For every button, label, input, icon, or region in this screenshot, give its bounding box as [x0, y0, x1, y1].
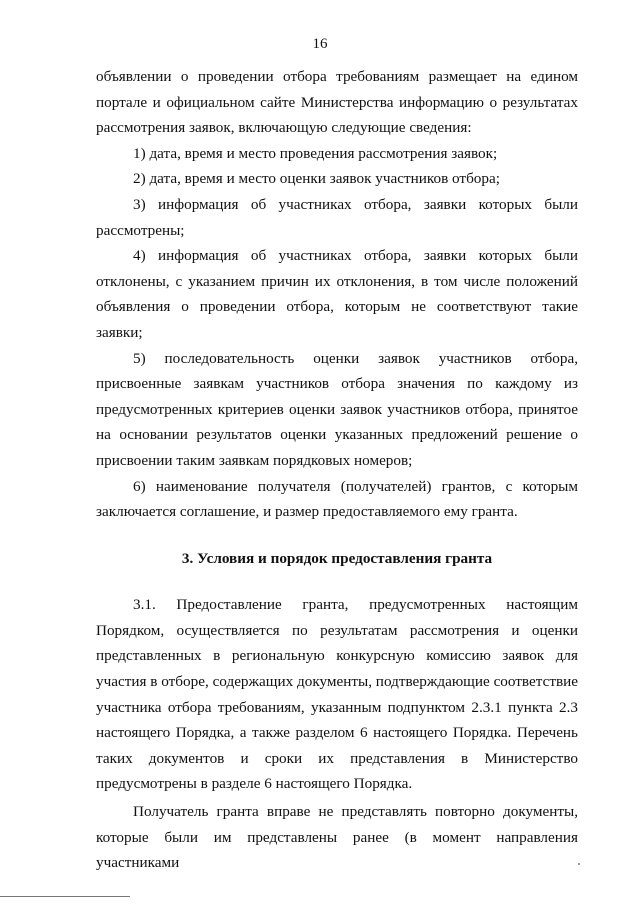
list-item-1: 1) дата, время и место проведения рассмотрения заявок;: [133, 144, 498, 162]
document-body: [96, 64, 578, 876]
list-item-5: 5) последовательность оценки заявок участников отбора, присвоенные заявкам участников отбора значения по каждому из предусмотренных критериев оценки заявок участников отбора, принятое на основании результатов оценки указанных предложений решение о присвоении таким заявкам порядковых номеров;: [96, 349, 578, 469]
bottom-rule: [0, 896, 130, 897]
page-number: 16: [312, 36, 328, 52]
scan-mark: [578, 863, 580, 865]
paragraph-continuation: объявлении о проведении отбора требованиям размещает на едином портале и официальном сайте Министерства информацию о результатах рассмотрения заявок, включающую следующие сведения:: [96, 68, 578, 137]
list-item-6: 6) наименование получателя (получателей) грантов, с которым заключается соглашение, и размер предоставляемого ему гранта.: [96, 477, 578, 521]
paragraph-3-1: 3.1. Предоставление гранта, предусмотренных настоящим Порядком, осуществляется по результатам рассмотрения и оценки представленных в региональную конкурсную комиссию заявок для участия в отборе, содержащих документы, подтверждающие соответствие участника отбора требованиям, указанным подпунктом 2.3.1 пункта 2.3 настоящего Порядка, а также разделом 6 настоящего Порядка. Перечень таких документов и сроки их представления в Министерство предусмотрены в разделе 6 настоящего Порядка.: [96, 596, 578, 793]
list-item-3: 3) информация об участниках отбора, заявки которых были рассмотрены;: [96, 195, 578, 239]
section-heading: 3. Условия и порядок предоставления гранта: [181, 549, 493, 567]
paragraph-recipient: Получатель гранта вправе не представлять повторно документы, которые были им представлены ранее (в момент направления участниками: [96, 803, 578, 872]
list-item-4: 4) информация об участниках отбора, заявки которых были отклонены, с указанием причин их отклонения, в том числе положений объявления о проведении отбора, которым не соответствуют такие заявки;: [96, 247, 578, 341]
list-item-2: 2) дата, время и место оценки заявок участников отбора;: [133, 170, 500, 188]
